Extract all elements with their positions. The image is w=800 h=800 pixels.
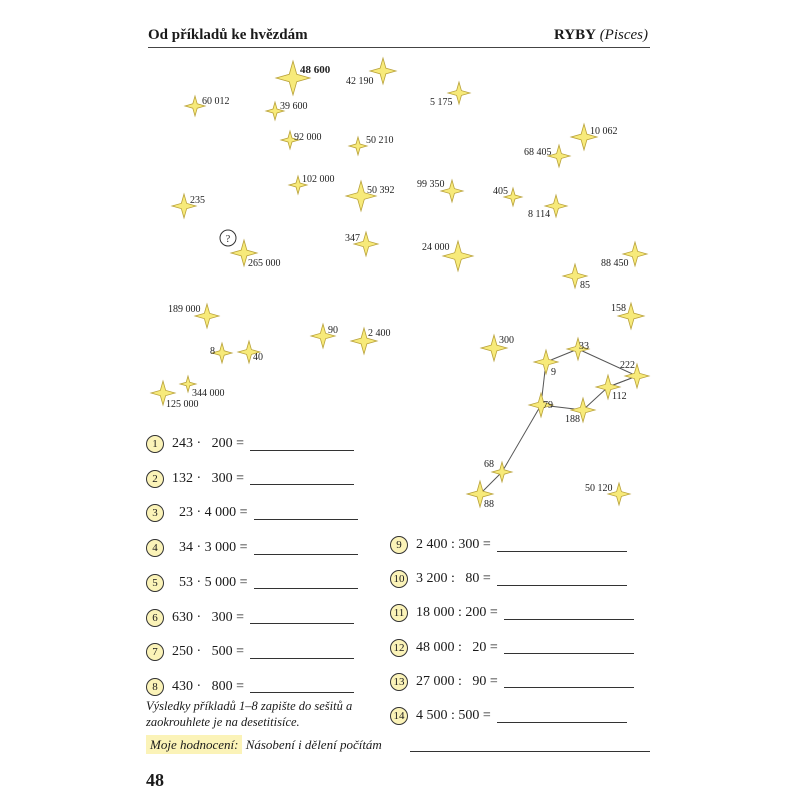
exercise-row [390,705,627,727]
answer-line[interactable] [250,472,354,485]
star [289,174,335,194]
star-label: 235 [190,195,205,206]
exercise-number-badge: 10 [390,570,408,588]
star-label: 112 [612,391,627,402]
star-label: 39 600 [280,101,308,112]
answer-line[interactable] [254,507,358,520]
exercise-number-badge: 14 [390,707,408,725]
page-number: 48 [146,770,164,790]
constellation-latin: (Pisces) [599,27,648,43]
exercise-expression: 27 000 : 90 = [416,673,498,689]
star [596,375,627,402]
star-label: 50 210 [366,135,394,146]
exercise-number-badge: 3 [146,504,164,522]
star [528,195,567,220]
exercise-number-badge: 9 [390,536,408,554]
star-label: 85 [580,280,590,291]
answer-line[interactable] [497,573,627,586]
exercise-expression: 53 · 5 000 = [172,574,248,590]
star-label: 50 392 [367,185,395,196]
star-label: 90 [328,325,338,336]
exercise-expression: 250 · 500 = [172,644,245,660]
constellation-line [502,405,541,472]
star [346,58,396,87]
star-icon [370,58,396,84]
star [168,304,219,328]
exercise-row [390,637,634,659]
star-label: 405 [493,186,508,197]
star [349,135,394,155]
exercise-expression: 2 400 : 300 = [416,537,491,552]
star-label: 88 450 [601,258,629,269]
star [529,393,553,417]
exercise-number-badge: 1 [146,435,164,453]
star [601,242,647,269]
star-label: 60 012 [202,96,230,107]
star-label: 188 [565,414,580,425]
exercise-row [390,671,634,693]
exercise-expression: 243 · 200 = [172,436,245,451]
exercise-row [146,502,358,524]
star [311,324,338,348]
star [185,96,230,116]
star-label: 347 [345,233,360,244]
exercise-row [146,468,354,490]
evaluation-label: Moje hodnocení: [146,735,242,754]
exercise-row [390,602,634,624]
star-label: 42 190 [346,76,374,87]
exercise-row [390,568,627,590]
star [266,101,308,120]
star-label: 68 [484,459,494,470]
star-label: 24 000 [422,242,450,253]
exercise-expression: 630 · 300 = [172,609,245,625]
answer-line[interactable] [250,611,354,624]
star [231,240,281,269]
star-label: 10 062 [590,126,618,137]
star [281,131,322,149]
star-label: 300 [499,335,514,346]
exercise-row [146,572,358,594]
star-label: 222 [620,360,635,371]
exercise-expression: 48 000 : 20 = [416,639,498,655]
star-label: 125 000 [166,399,199,410]
star [346,181,395,211]
star [210,343,232,363]
exercise-expression: 430 · 800 = [172,678,245,694]
exercise-row [146,676,354,698]
self-evaluation [146,737,382,753]
star-label: 158 [611,303,626,314]
star [220,230,236,246]
exercise-number-badge: 6 [146,609,164,627]
star-label: ? [225,234,231,245]
exercise-number-badge: 8 [146,678,164,696]
exercise-number-badge: 2 [146,470,164,488]
star-label: 8 114 [528,209,551,220]
star [565,398,595,425]
star-icon [349,137,367,155]
star [180,376,225,399]
star-label: 99 350 [417,179,445,190]
star [276,61,331,95]
star [417,179,463,202]
star-label: 189 000 [168,304,201,315]
star [481,335,514,361]
answer-line[interactable] [250,646,354,659]
exercise-expression: 4 500 : 500 = [416,708,491,723]
star [430,82,470,108]
star [585,483,630,505]
star-label: 92 000 [294,132,322,143]
star [620,360,649,388]
exercise-expression: 34 · 3 000 = [172,540,248,556]
star [534,350,558,378]
exercise-number-badge: 5 [146,574,164,592]
star [238,341,263,363]
star [563,264,590,291]
constellation-line [583,387,608,410]
exercise-expression: 23 · 4 000 = [172,505,248,521]
star [422,241,473,271]
answer-line[interactable] [254,576,358,589]
constellation-line [480,472,502,494]
star [611,303,644,329]
star [571,124,618,150]
star-label: 33 [579,341,589,352]
exercise-number-badge: 13 [390,673,408,691]
exercise-number-badge: 11 [390,604,408,622]
star-label: 9 [551,367,556,378]
star-label: 265 000 [248,258,281,269]
exercise-row [146,607,354,629]
star-label: 68 405 [524,147,552,158]
star-label: 40 [253,352,263,363]
exercise-expression: 132 · 300 = [172,470,245,486]
instructions-note: Výsledky příkladů 1–8 zapište do sešitů a zaokrouhlete je na desetitisíce. [146,699,353,729]
star [493,186,522,206]
exercise-row [146,537,358,559]
star-label: 2 400 [368,328,391,339]
star-label: 344 000 [192,388,225,399]
exercise-expression: 18 000 : 200 = [416,605,498,621]
exercise-row [390,534,627,556]
exercise-row [146,641,354,663]
star-label: 88 [484,499,494,510]
star [345,232,378,256]
star [524,145,570,167]
star-label: 79 [543,400,553,411]
star [172,194,205,218]
star-label: 48 600 [300,64,331,76]
exercise-number-badge: 12 [390,639,408,657]
answer-line[interactable] [250,680,354,693]
star [467,481,494,510]
page-title: Od příkladů ke hvězdám [148,27,308,43]
star-icon [212,343,232,363]
exercise-row [146,433,354,455]
exercise-expression: 3 200 : 80 = [416,571,491,587]
answer-line[interactable] [254,542,358,555]
exercise-number-badge: 7 [146,643,164,661]
answer-line[interactable] [504,641,634,654]
answer-line[interactable] [497,710,627,723]
star [351,328,391,354]
answer-line[interactable] [250,438,354,451]
answer-line[interactable] [504,607,634,620]
exercise-number-badge: 4 [146,539,164,557]
evaluation-answer-line[interactable] [410,751,650,752]
star-label: 8 [210,346,215,357]
answer-line[interactable] [504,675,634,688]
star-label: 50 120 [585,483,613,494]
answer-line[interactable] [497,539,627,552]
star-label: 5 175 [430,97,453,108]
constellation-name: RYBY [553,27,596,43]
star [567,338,589,360]
star-label: 102 000 [302,174,335,185]
evaluation-text: Násobení i dělení počítám [245,737,382,752]
